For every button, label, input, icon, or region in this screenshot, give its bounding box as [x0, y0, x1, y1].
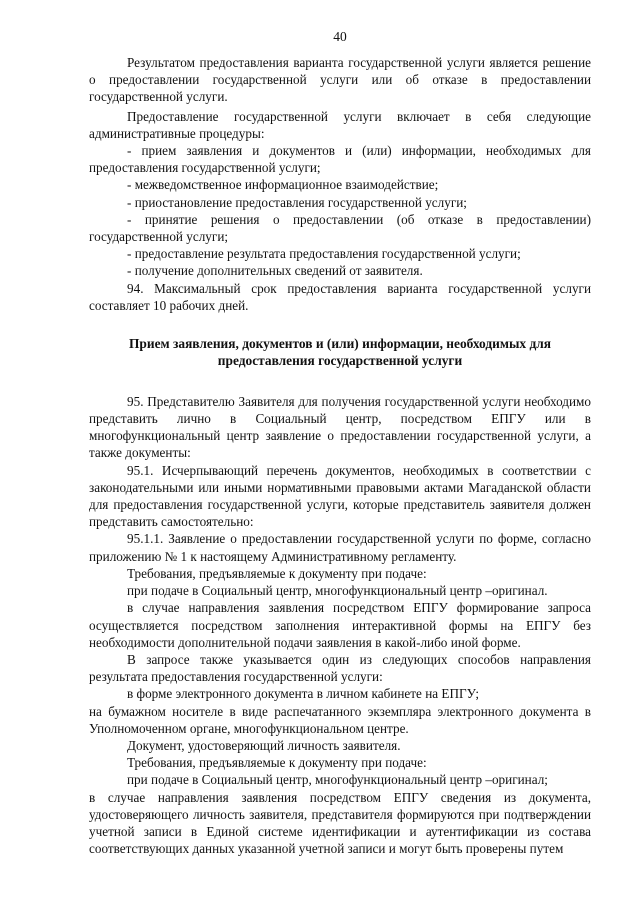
list-item-reception: - прием заявления и документов и (или) информации, необходимых для предоставления государственной услуги; [89, 143, 591, 176]
list-item-suspension: - приостановление предоставления государственной услуги; [127, 194, 467, 210]
document-body [89, 54, 591, 857]
list-item-additional-info: - получение дополнительных сведений от заявителя. [127, 263, 423, 279]
paragraph-paper: на бумажном носителе в виде распечатанного экземпляра электронного документа в Уполномоченном органе, многофункциональном центре. [89, 703, 591, 736]
paragraph-result: Результатом предоставления варианта государственной услуги является решение о предоставлении государственной услуги или об отказе в предоставлении государственной услуги. [89, 55, 591, 105]
paragraph-original-2: при подаче в Социальный центр, многофункциональный центр –оригинал; [127, 772, 548, 788]
paragraph-epgu-identity: в случае направления заявления посредством ЕПГУ сведения из документа, удостоверяющего личность заявителя, представителя формируются при подтверждении учетной записи в Единой системе идентификации и аутентификации из состава соответствующих данных указанной учетной записи и могут быть проверены путем [89, 789, 591, 857]
list-item-interaction: - межведомственное информационное взаимодействие; [127, 177, 439, 193]
section-heading: Прием заявления, документов и (или) информации, необходимых для предоставления государственной услуги [129, 336, 551, 369]
paragraph-procedures-intro: Предоставление государственной услуги включает в себя следующие административные процедуры: [89, 108, 591, 141]
paragraph-delivery-methods: В запросе также указывается один из следующих способов направления результата предоставления государственной услуги: [89, 651, 591, 685]
paragraph-requirements-1: Требования, предъявляемые к документу при подаче: [127, 565, 427, 581]
page-number: 40 [333, 29, 347, 44]
list-item-result-delivery: - предоставление результата предоставления государственной услуги; [127, 246, 521, 262]
paragraph-electronic: в форме электронного документа в личном кабинете на ЕПГУ; [127, 686, 480, 702]
paragraph-epgu-form: в случае направления заявления посредством ЕПГУ формирование запроса осуществляется посредством заполнения интерактивной формы на ЕПГУ без необходимости дополнительной подачи заявления в какой-либо иной форме. [89, 600, 591, 650]
paragraph-94: 94. Максимальный срок предоставления варианта государственной услуги составляет 10 рабочих дней. [89, 280, 591, 313]
paragraph-identity-document: Документ, удостоверяющий личность заявителя. [127, 737, 401, 753]
paragraph-95: 95. Представителю Заявителя для получения государственной услуги необходимо представить лично в Социальный центр, посредством ЕПГУ или в многофункциональный центр заявление о предоставлении государственной услуги, а также документы: [89, 393, 591, 461]
list-item-decision: - принятие решения о предоставлении (об отказе в предоставлении) государственной услуги; [89, 211, 591, 245]
paragraph-95-1: 95.1. Исчерпывающий перечень документов, необходимых в соответствии с законодательными или иными нормативными правовыми актами Магаданской области для предоставления государственной услуги, которые представитель заявителя должен представить самостоятельно: [89, 462, 591, 530]
paragraph-original-1: при подаче в Социальный центр, многофункциональный центр –оригинал. [127, 583, 548, 599]
paragraph-95-1-1: 95.1.1. Заявление о предоставлении государственной услуги по форме, согласно приложению № 1 к настоящему Административному регламенту. [89, 531, 591, 564]
paragraph-requirements-2: Требования, предъявляемые к документу при подаче: [127, 755, 427, 771]
